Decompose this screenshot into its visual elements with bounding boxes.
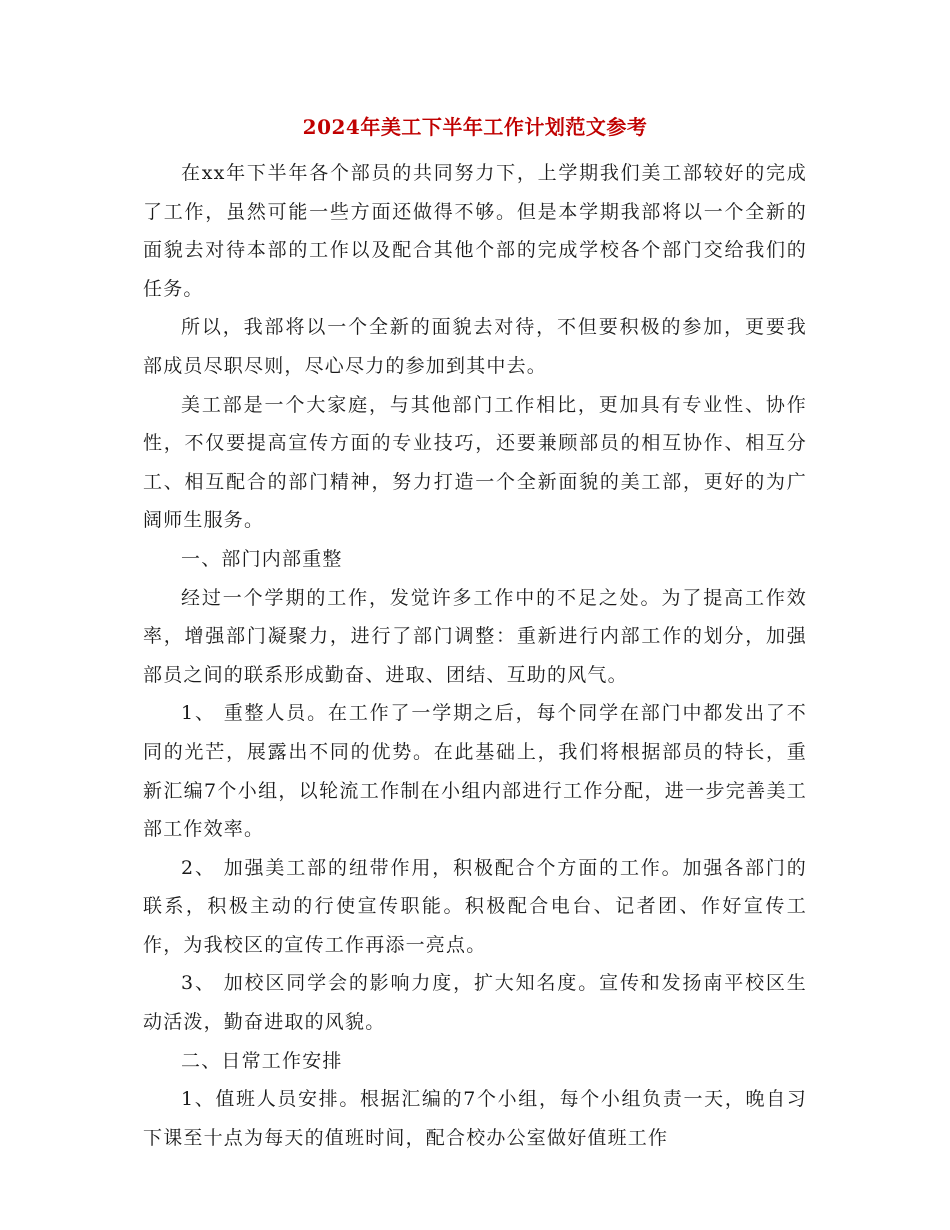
paragraph-department: 美工部是一个大家庭，与其他部门工作相比，更加具有专业性、协作性，不仅要提高宣传方面的专业技巧，还要兼顾部员的相互协作、相互分工、相互配合的部门精神，努力打造一个全新面貌的美工部，更好的为广阔师生服务。: [143, 393, 807, 532]
list-item-personnel: 1、 重整人员。在工作了一学期之后，每个同学在部门中都发出了不同的光芒，展露出不同的优势。在此基础上，我们将根据部员的特长，重新汇编7个小组，以轮流工作制在小组内部进行工作分配，进一步完善美工部工作效率。: [143, 702, 807, 841]
document-title: 2024年美工下半年工作计划范文参考: [302, 115, 648, 139]
section-heading-reorganization: 一、部门内部重整: [181, 547, 343, 570]
paragraph-attitude: 所以，我部将以一个全新的面貌去对待，不但要积极的参加，更要我部成员尽职尽则，尽心尽力的参加到其中去。: [143, 316, 807, 377]
paragraph-intro: 在xx年下半年各个部员的共同努力下，上学期我们美工部较好的完成了工作，虽然可能一些方面还做得不够。但是本学期我部将以一个全新的面貌去对待本部的工作以及配合其他个部的完成学校各个部门交给我们的任务。: [143, 162, 807, 300]
document-body: [143, 154, 807, 1157]
list-item-duty-schedule: 1、值班人员安排。根据汇编的7个小组，每个小组负责一天，晚自习下课至十点为每天的值班时间，配合校办公室做好值班工作: [143, 1088, 807, 1149]
list-item-influence: 3、 加校区同学会的影响力度，扩大知名度。宣传和发扬南平校区生动活泼，勤奋进取的风貌。: [143, 972, 807, 1034]
section-heading-daily-work: 二、日常工作安排: [181, 1049, 343, 1072]
list-item-liaison: 2、 加强美工部的纽带作用，积极配合个方面的工作。加强各部门的联系，积极主动的行使宣传职能。积极配合电台、记者团、作好宣传工作，为我校区的宣传工作再添一亮点。: [143, 856, 807, 956]
paragraph-adjustment: 经过一个学期的工作，发觉许多工作中的不足之处。为了提高工作效率，增强部门凝聚力，进行了部门调整：重新进行内部工作的划分，加强部员之间的联系形成勤奋、进取、团结、互助的风气。: [143, 586, 807, 686]
